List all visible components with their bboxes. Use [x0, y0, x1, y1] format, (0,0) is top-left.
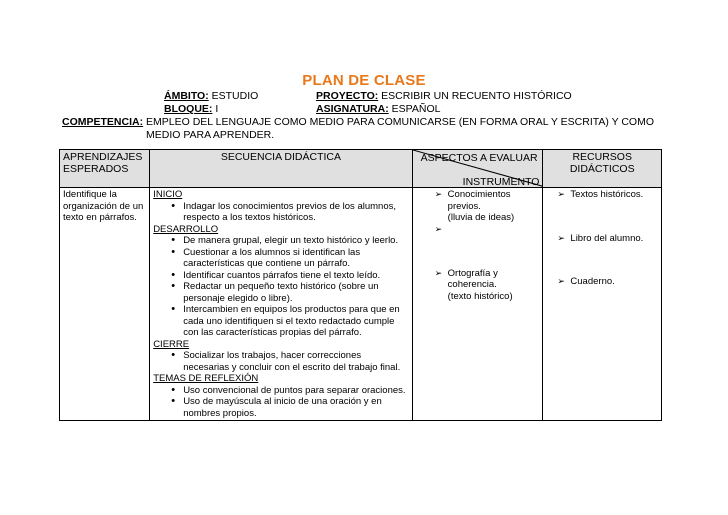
desarrollo-list — [153, 235, 408, 339]
aspecto-text: ➢ Conocimientos previos. — [447, 189, 511, 212]
competencia-text-2: MEDIO PARA APRENDER. — [146, 129, 275, 141]
inicio-label: INICIO — [153, 189, 183, 200]
bloque-label: BLOQUE: — [164, 103, 213, 115]
aspecto-instrument: (lluvia de ideas) — [447, 212, 515, 223]
recursos-list — [546, 189, 658, 201]
bloque-line — [164, 103, 218, 116]
table-body-row — [60, 188, 662, 421]
proyecto-value: ESCRIBIR UN RECUENTO HISTÓRICO — [378, 90, 572, 102]
ambito-value: ESTUDIO — [208, 90, 259, 102]
cierre-label: CIERRE — [153, 338, 190, 350]
header-recursos: RECURSOS DIDÁCTICOS — [543, 150, 662, 188]
asignatura-label: ASIGNATURA: — [316, 103, 389, 115]
bloque-value: I — [212, 103, 219, 115]
table-header-row — [60, 150, 662, 188]
list-item: • Uso de mayúscula al inicio de una oración y en nombres propios. — [183, 396, 408, 419]
aspecto-text: ➢ Ortografía y coherencia. — [447, 267, 498, 290]
temas-list — [153, 385, 408, 420]
list-item: • Identificar cuantos párrafos tiene el texto leído. — [183, 270, 408, 282]
aspecto-item — [448, 268, 540, 303]
list-item: • De manera grupal, elegir un texto histórico y leerlo. — [183, 235, 408, 247]
recursos-list — [546, 276, 658, 288]
recursos-cell — [543, 188, 662, 421]
spacer — [546, 244, 658, 276]
aprendizaje-cell: Identifique la organización de un texto en párrafos. — [60, 188, 150, 421]
spacer — [448, 224, 540, 268]
list-item: • Indagar los conocimientos previos de los alumnos, respecto a los textos históricos. — [183, 201, 408, 224]
ambito-label: ÁMBITO: — [164, 90, 209, 102]
header-aprendizajes: APRENDIZAJES ESPERADOS — [60, 150, 150, 188]
lesson-plan-table — [59, 149, 662, 421]
recurso-item: ➢ Cuaderno. — [570, 276, 658, 288]
inicio-list — [153, 201, 408, 224]
proyecto-label: PROYECTO: — [316, 90, 379, 102]
competencia-text-1: EMPLEO DEL LENGUAJE COMO MEDIO PARA COMUNICARSE (EN FORMA ORAL Y ESCRITA) Y COMO — [143, 116, 654, 128]
spacer — [546, 201, 658, 233]
header-instrumento-label: INSTRUMENTO — [462, 176, 540, 188]
aspectos-cell — [412, 188, 543, 421]
recurso-item: ➢ Textos históricos. — [570, 189, 658, 201]
list-item: • Cuestionar a los alumnos si identifican las características que contiene un párrafo. — [183, 247, 408, 270]
cierre-list — [153, 350, 408, 373]
asignatura-line — [316, 103, 440, 116]
list-item: • Uso convencional de puntos para separar oraciones. — [183, 385, 408, 397]
header-aspectos — [412, 150, 543, 188]
list-item: • Socializar los trabajos, hacer correcciones necesarias y concluir con el escrito del trabajo final. — [183, 350, 408, 373]
competencia-label: COMPETENCIA: — [62, 116, 144, 128]
desarrollo-label: DESARROLLO — [153, 223, 219, 235]
list-item: • Intercambien en equipos los productos para que en cada uno identifiquen si el texto redactado cumple con las características propias del párrafo. — [183, 304, 408, 339]
aspectos-list — [416, 189, 540, 302]
page-title: PLAN DE CLASE — [302, 72, 426, 89]
header-aspectos-label: ASPECTOS A EVALUAR — [420, 152, 538, 164]
proyecto-line — [316, 90, 572, 103]
secuencia-cell — [150, 188, 412, 421]
recursos-list — [546, 233, 658, 245]
competencia — [62, 116, 662, 142]
header-secuencia: SECUENCIA DIDÁCTICA — [150, 150, 412, 188]
ambito-line — [164, 90, 258, 103]
asignatura-value: ESPAÑOL — [388, 103, 441, 115]
list-item: • Redactar un pequeño texto histórico (sobre un personaje elegido o libre). — [183, 281, 408, 304]
temas-label: TEMAS DE REFLEXIÓN — [153, 373, 259, 384]
aspecto-instrument: (texto histórico) — [447, 290, 513, 302]
recurso-item: ➢ Libro del alumno. — [570, 233, 658, 245]
aspecto-item — [448, 189, 540, 224]
